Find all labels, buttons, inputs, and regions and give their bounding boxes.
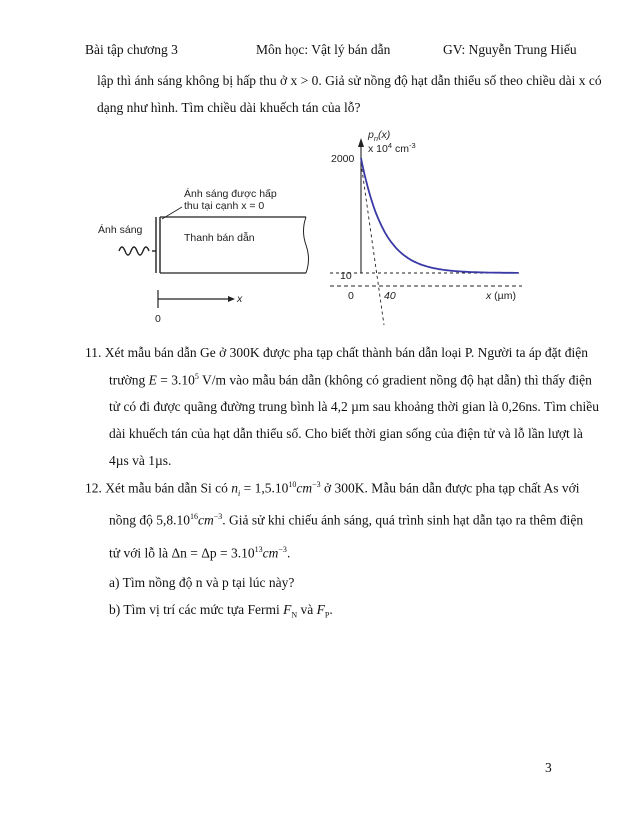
- p12-line-1: 12. Xét mẫu bán dẫn Si có $n_i = 1,5.10^{10}cm^{-3}$ ở 300K. Mẫu bán dẫn được pha tạp chất As với: [85, 480, 580, 499]
- bar-label: Thanh bán dẫn: [184, 232, 255, 244]
- p11-line-1: 11. Xét mẫu bán dẫn Ge ở 300K được pha tạp chất thành bán dẫn loại P. Người ta áp đặt điện: [85, 345, 589, 360]
- p11-line-2: trường $E = 3.10^5$ V/m vào mẫu bán dẫn (không có gradient nồng độ hạt dẫn) thì thấy điện: [109, 372, 592, 388]
- absorb-label-1: Ánh sáng được hấp: [184, 188, 277, 200]
- p12-line-2: nồng độ $5,8.10^{16}cm^{-3}$. Giả sử khi chiếu ánh sáng, quá trình sinh hạt dẫn tạo ra thêm điện: [109, 512, 584, 528]
- semiconductor-bar: [160, 217, 306, 273]
- p12-question-a: a) Tìm nồng độ n và p tại lúc này?: [109, 575, 295, 590]
- zero-label: 0: [155, 313, 161, 325]
- p12-line-3: tử với lỗ là $\Delta n = \Delta p = 3.10^{13}cm^{-3}$.: [109, 545, 291, 561]
- p11-line-4: dài khuếch tán của hạt dẫn thiểu số. Cho biết thời gian sống của điện tử và lỗ lần lượt là: [109, 426, 583, 441]
- x-axis-letter: x: [237, 293, 243, 305]
- p11-line-5: 4µs và 1µs.: [109, 453, 172, 468]
- header-right: GV: Nguyễn Trung Hiếu: [443, 42, 577, 57]
- light-label: Ánh sáng: [98, 224, 143, 236]
- pn-curve: [361, 158, 519, 273]
- p12-question-b: b) Tìm vị trí các mức tựa Fermi $F_N$ và $F_P$.: [109, 602, 333, 620]
- xlabel: x (µm): [486, 290, 516, 302]
- p11-line-3: tử có đi được quãng đường trung bình là 4,2 µm sau khoảng thời gian là 0,26ns. Tìm chiều: [109, 399, 599, 414]
- bar-diagram: [98, 187, 309, 325]
- figure: [0, 125, 638, 325]
- intro-line-2: dạng như hình. Tìm chiều dài khuếch tán của lỗ?: [97, 100, 361, 115]
- header-left: Bài tập chương 3: [85, 42, 178, 57]
- header-center: Môn học: Vật lý bán dẫn: [256, 42, 391, 57]
- xtick-40: 40: [384, 290, 396, 302]
- ytick-2000: 2000: [331, 153, 355, 165]
- ytick-10: 10: [340, 270, 352, 282]
- ylabel-1: $p_n(x)$: [368, 129, 391, 143]
- absorb-label-2: thu tại cạnh x = 0: [184, 200, 265, 212]
- light-wave-icon: [119, 247, 149, 255]
- page-number: 3: [545, 760, 552, 775]
- intro-line-1: lập thì ánh sáng không bị hấp thu ở x > 0. Giả sử nồng độ hạt dẫn thiểu số theo chiều dài x có: [97, 73, 602, 88]
- pn-chart: [330, 129, 522, 325]
- ylabel-2: x $10^4$ $cm^{-3}$: [368, 141, 416, 155]
- xtick-origin: 0: [348, 290, 354, 302]
